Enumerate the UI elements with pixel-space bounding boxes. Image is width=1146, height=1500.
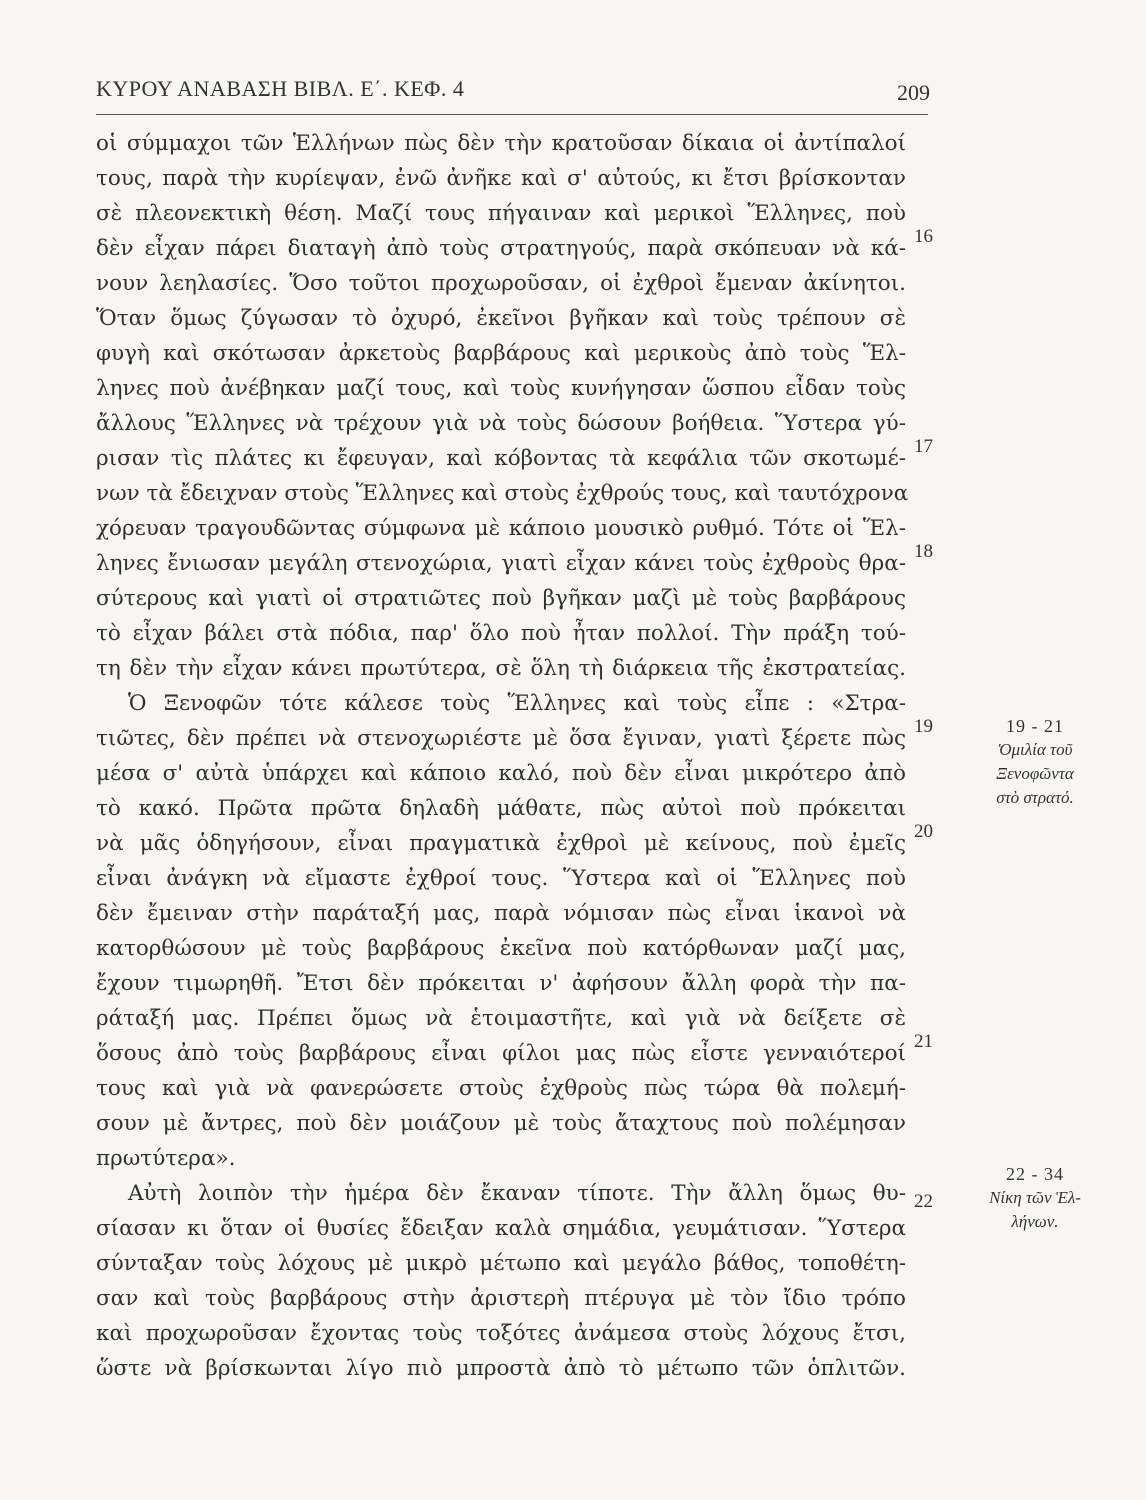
- text-line: ὥστε νὰ βρίσκωνται λίγο πιὸ μπροστὰ ἀπὸ τὸ μέτωπο τῶν ὁπλιτῶν.: [96, 1356, 906, 1381]
- text-line: πρωτύτερα».: [96, 1146, 236, 1171]
- section-number: 18: [914, 541, 933, 562]
- margin-note-text: Ξενοφῶντα: [996, 764, 1074, 783]
- text-line: τους καὶ γιὰ νὰ φανερώσετε στοὺς ἐχθροὺς πὼς τώρα θὰ πολεμή-: [96, 1076, 906, 1101]
- section-number: 17: [914, 436, 933, 457]
- page-number: 209: [897, 80, 930, 105]
- section-number: 20: [914, 821, 933, 842]
- text-line: σαν καὶ τοὺς βαρβάρους στὴν ἀριστερὴ πτέρυγα μὲ τὸν ἴδιο τρόπο: [96, 1286, 906, 1311]
- margin-note: [970, 714, 1100, 810]
- text-line: ἄλλους Ἕλληνες νὰ τρέχουν γιὰ νὰ τοὺς δώσουν βοήθεια. Ὕστερα γύ-: [96, 411, 906, 436]
- text-line: τους, παρὰ τὴν κυρίεψαν, ἐνῶ ἀνῆκε καὶ σ' αὐτούς, κι ἔτσι βρίσκονταν: [96, 166, 906, 191]
- text-line: Ὅταν ὅμως ζύγωσαν τὸ ὀχυρό, ἐκεῖνοι βγῆκαν καὶ τοὺς τρέπουν σὲ: [96, 306, 906, 331]
- text-line: τὸ εἶχαν βάλει στὰ πόδια, παρ' ὅλο ποὺ ἦταν πολλοί. Τὴν πράξη τού-: [96, 621, 906, 646]
- text-line: ληνες ἔνιωσαν μεγάλη στενοχώρια, γιατὶ εἶχαν κάνει τοὺς ἐχθροὺς θρα-: [96, 551, 906, 576]
- margin-note-text: Νίκη τῶν Ἑλ-: [989, 1188, 1081, 1207]
- text-line: Αὐτὴ λοιπὸν τὴν ἡμέρα δὲν ἔκαναν τίποτε. Τὴν ἄλλη ὅμως θυ-: [128, 1181, 906, 1206]
- section-number: 19: [914, 716, 933, 737]
- section-number: 22: [914, 1191, 933, 1212]
- margin-note: [970, 1162, 1100, 1234]
- text-line: εἶναι ἀνάγκη νὰ εἴμαστε ἐχθροί τους. Ὕστερα καὶ οἱ Ἕλληνες ποὺ: [96, 866, 906, 891]
- text-line: Ὁ Ξενοφῶν τότε κάλεσε τοὺς Ἕλληνες καὶ τοὺς εἶπε : «Στρα-: [128, 691, 906, 716]
- margin-note-text: λήνων.: [1011, 1212, 1059, 1231]
- text-line: νων τὰ ἔδειχναν στοὺς Ἕλληνες καὶ στοὺς ἐχθρούς τους, καὶ ταυτόχρονα: [96, 481, 909, 506]
- running-title: ΚΥΡΟΥ ΑΝΑΒΑΣΗ ΒΙΒΛ. Ε΄. ΚΕΦ. 4: [96, 76, 465, 101]
- text-line: δὲν εἶχαν πάρει διαταγὴ ἀπὸ τοὺς στρατηγούς, παρὰ σκόπευαν νὰ κά-: [96, 236, 906, 261]
- text-line: μέσα σ' αὐτὰ ὑπάρχει καὶ κάποιο καλό, ποὺ δὲν εἶναι μικρότερο ἀπὸ: [96, 761, 906, 786]
- margin-note-text: Ὁμιλία τοῦ: [997, 740, 1073, 759]
- text-line: σουν μὲ ἄντρες, ποὺ δὲν μοιάζουν μὲ τοὺς ἄταχτους ποὺ πολέμησαν: [96, 1111, 906, 1136]
- text-line: καὶ προχωροῦσαν ἔχοντας τοὺς τοξότες ἀνάμεσα στοὺς λόχους ἔτσι,: [96, 1321, 906, 1346]
- text-line: δὲν ἔμειναν στὴν παράταξή μας, παρὰ νόμισαν πὼς εἶναι ἱκανοὶ νὰ: [96, 901, 906, 926]
- text-line: ράταξή μας. Πρέπει ὅμως νὰ ἑτοιμαστῆτε, καὶ γιὰ νὰ δείξετε σὲ: [96, 1006, 906, 1031]
- header-rule: [96, 114, 928, 115]
- text-line: χόρευαν τραγουδῶντας σύμφωνα μὲ κάποιο μουσικὸ ρυθμό. Τότε οἱ Ἕλ-: [96, 516, 906, 541]
- text-line: ὅσους ἀπὸ τοὺς βαρβάρους εἶναι φίλοι μας πὼς εἶστε γενναιότεροί: [96, 1041, 906, 1066]
- margin-note-text: στὸ στρατό.: [996, 788, 1074, 807]
- section-number: 21: [914, 1031, 933, 1052]
- margin-note-range: 19 - 21: [1006, 716, 1064, 736]
- text-line: ληνες ποὺ ἀνέβηκαν μαζί τους, καὶ τοὺς κυνήγησαν ὥσπου εἶδαν τοὺς: [96, 376, 906, 401]
- text-line: ἔχουν τιμωρηθῆ. Ἔτσι δὲν πρόκειται ν' ἀφήσουν ἄλλη φορὰ τὴν πα-: [96, 971, 906, 996]
- text-line: τη δὲν τὴν εἶχαν κάνει πρωτύτερα, σὲ ὅλη τὴ διάρκεια τῆς ἐκστρατείας.: [96, 656, 906, 681]
- running-header: [96, 70, 930, 110]
- text-line: τὸ κακό. Πρῶτα πρῶτα δηλαδὴ μάθατε, πὼς αὐτοὶ ποὺ πρόκειται: [96, 796, 906, 821]
- text-line: κατορθώσουν μὲ τοὺς βαρβάρους ἐκεῖνα ποὺ κατόρθωναν μαζί μας,: [96, 936, 906, 961]
- text-line: οἱ σύμμαχοι τῶν Ἑλλήνων πὼς δὲν τὴν κρατοῦσαν δίκαια οἱ ἀντίπαλοί: [96, 131, 906, 156]
- margin-note-range: 22 - 34: [1006, 1164, 1064, 1184]
- text-line: σύτερους καὶ γιατὶ οἱ στρατιῶτες ποὺ βγῆκαν μαζὶ μὲ τοὺς βαρβάρους: [96, 586, 906, 611]
- text-line: νουν λεηλασίες. Ὅσο τοῦτοι προχωροῦσαν, οἱ ἐχθροὶ ἔμεναν ἀκίνητοι.: [96, 271, 906, 296]
- text-line: ρισαν τὶς πλάτες κι ἔφευγαν, καὶ κόβοντας τὰ κεφάλια τῶν σκοτωμέ-: [96, 446, 906, 471]
- text-line: νὰ μᾶς ὁδηγήσουν, εἶναι πραγματικὰ ἐχθροὶ μὲ κείνους, ποὺ ἐμεῖς: [96, 831, 906, 856]
- text-line: σὲ πλεονεκτικὴ θέση. Μαζί τους πήγαιναν καὶ μερικοὶ Ἕλληνες, ποὺ: [96, 201, 906, 226]
- section-number: 16: [914, 226, 933, 247]
- text-line: σύνταξαν τοὺς λόχους μὲ μικρὸ μέτωπο καὶ μεγάλο βάθος, τοποθέτη-: [96, 1251, 906, 1276]
- text-line: σίασαν κι ὅταν οἱ θυσίες ἔδειξαν καλὰ σημάδια, γευμάτισαν. Ὕστερα: [96, 1216, 906, 1241]
- text-line: τιῶτες, δὲν πρέπει νὰ στενοχωριέστε μὲ ὅσα ἔγιναν, γιατὶ ξέρετε πὼς: [96, 726, 906, 751]
- text-line: φυγὴ καὶ σκότωσαν ἀρκετοὺς βαρβάρους καὶ μερικοὺς ἀπὸ τοὺς Ἕλ-: [96, 341, 906, 366]
